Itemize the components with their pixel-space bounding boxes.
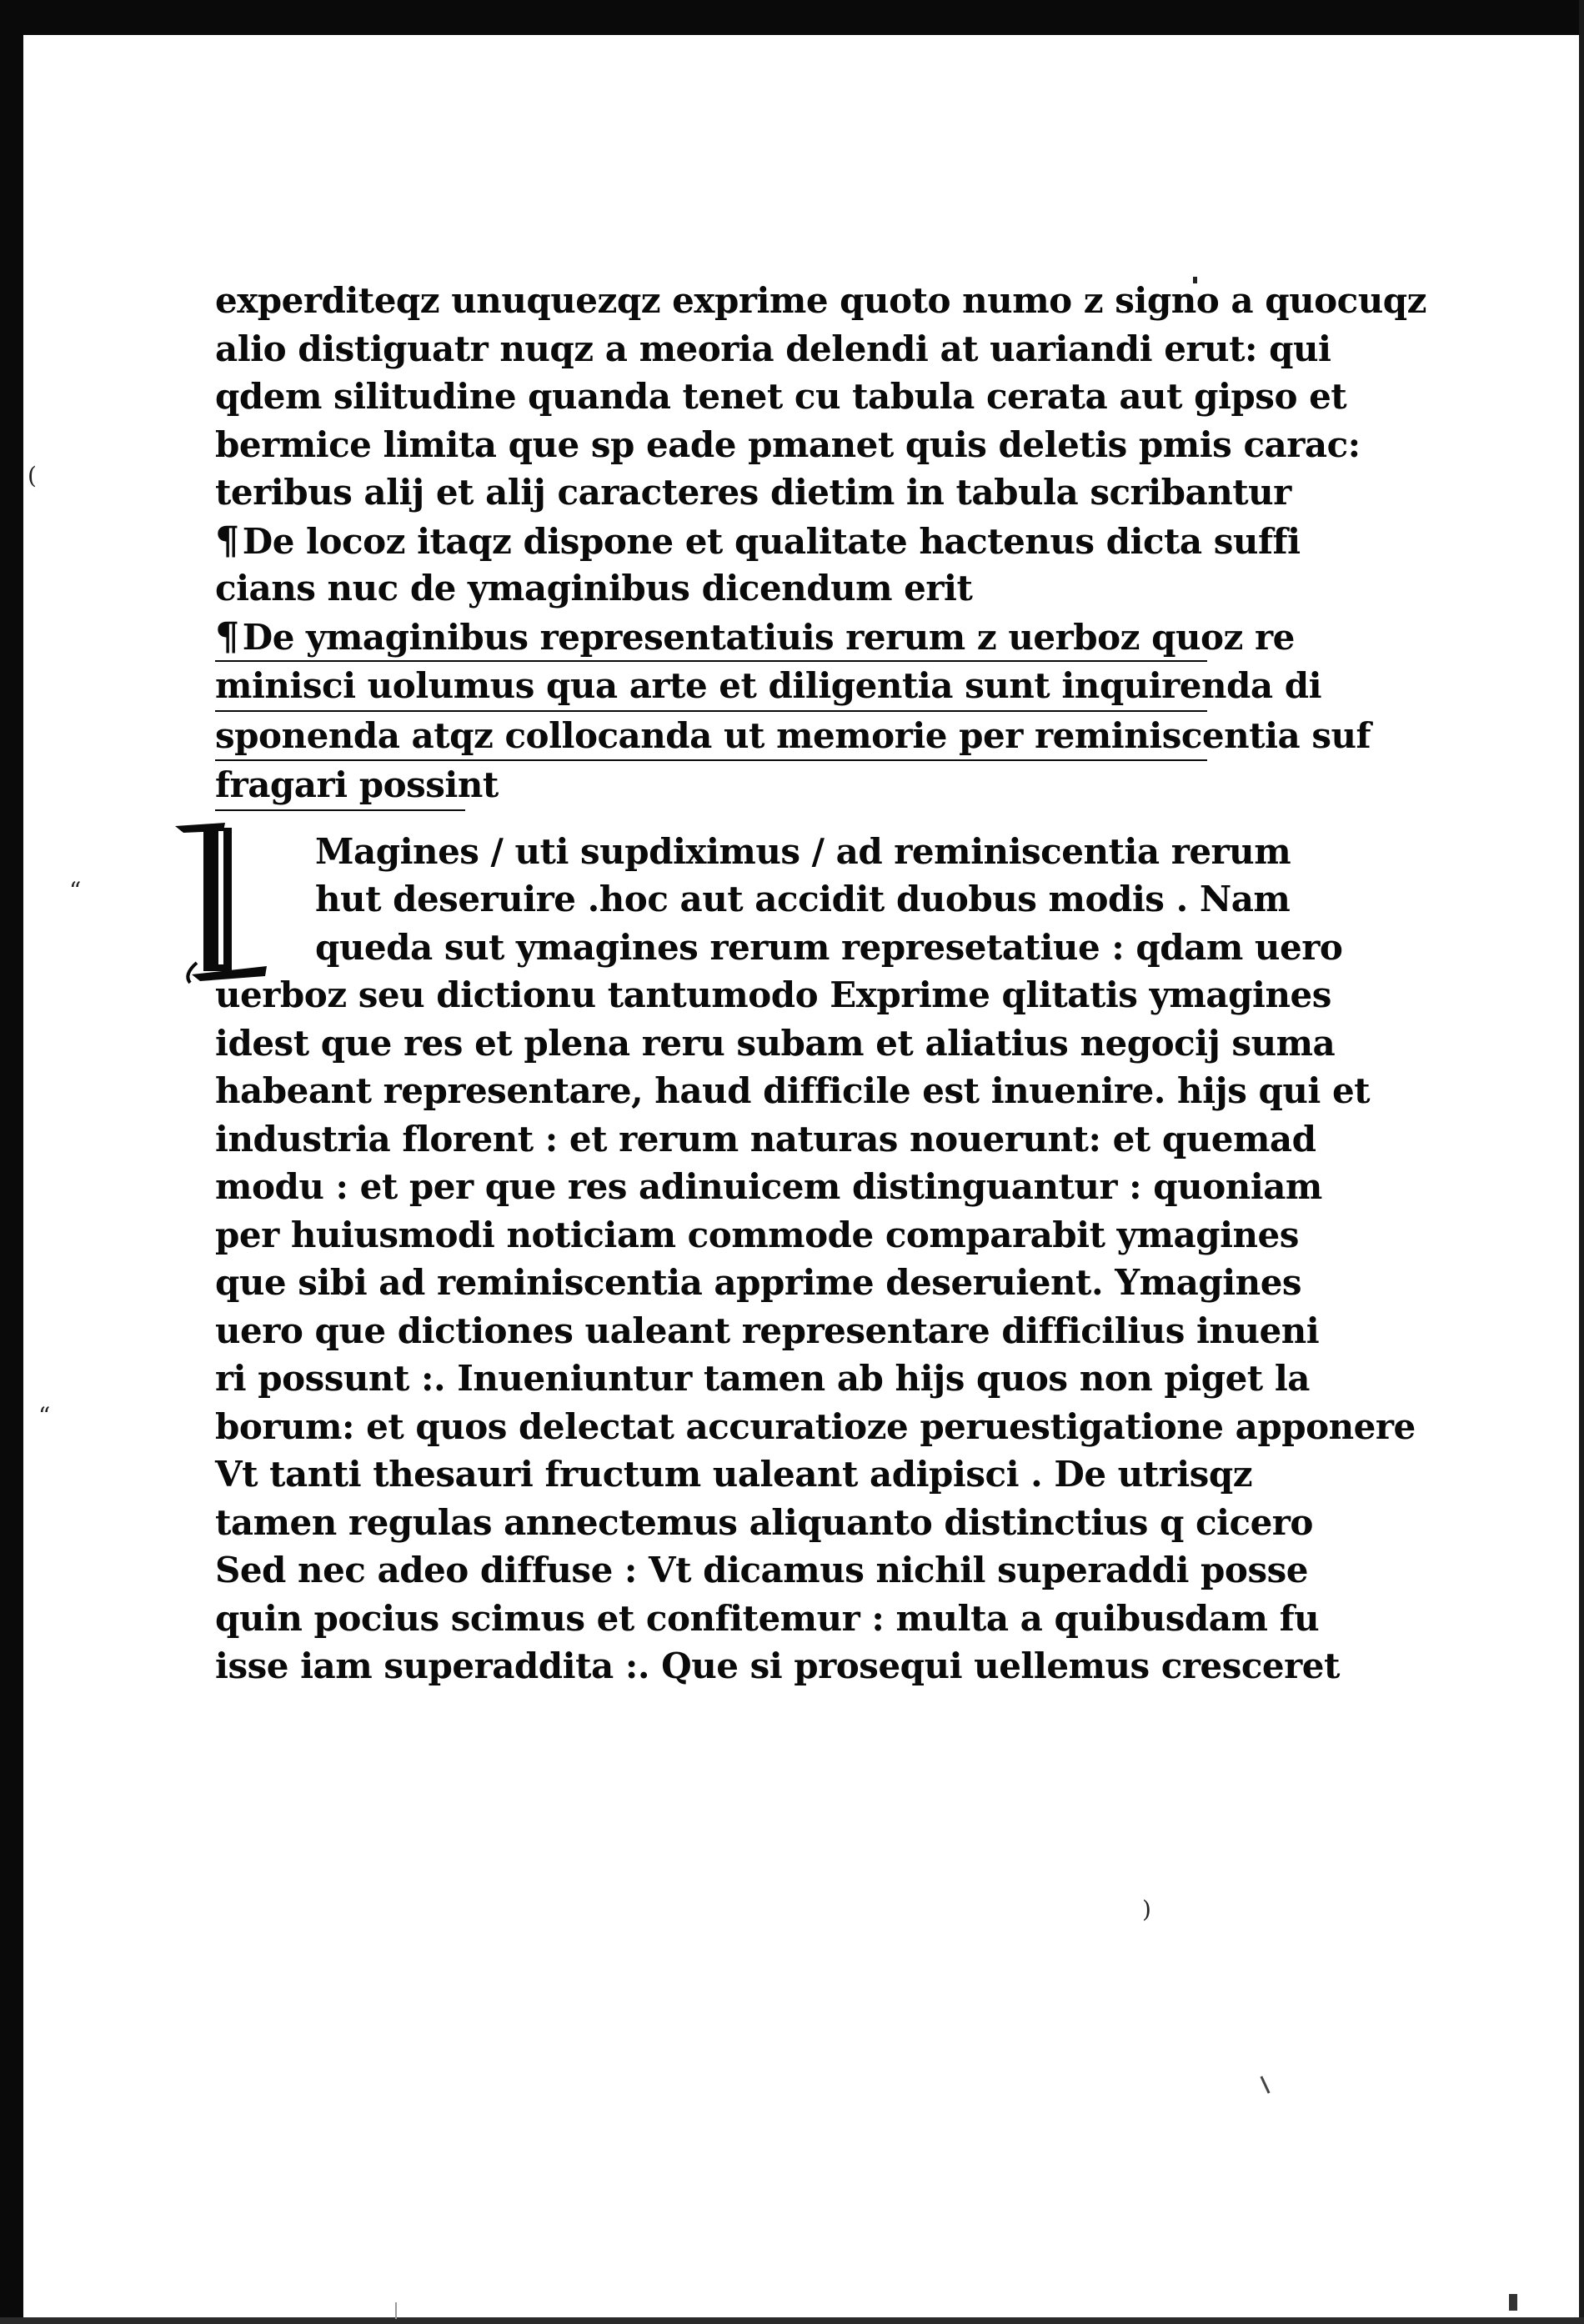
margin-mark: “ xyxy=(38,1402,51,1430)
heading-line-content: De ymaginibus representatiuis rerum z uerboz quoz re xyxy=(242,616,1295,658)
text-line: per huiusmodi noticiam commode comparabit ymagines xyxy=(215,1214,1299,1255)
text-line: experditeqz unuquezqz exprime quoto numo z signo a quocuqz xyxy=(215,280,1426,321)
scan-speck xyxy=(1509,2294,1517,2311)
text-line: bermice limita que sp eade pmanet quis deletis pmis carac: xyxy=(215,423,1361,465)
text-line: modu : et per que res adinuicem distinguantur : quoniam xyxy=(215,1166,1322,1207)
manuscript-page xyxy=(23,35,1579,2317)
text-line: que sibi ad reminiscentia apprime deseruient. Ymagines xyxy=(215,1262,1302,1303)
text-line: uero que dictiones ualeant representare difficilius inueni xyxy=(215,1310,1320,1351)
text-line: qdem silitudine quanda tenet cu tabula cerata aut gipso et xyxy=(215,376,1347,417)
scan-border-right xyxy=(1579,0,1584,2324)
margin-mark: “ xyxy=(69,877,82,904)
paragraph-de-locis xyxy=(215,517,1301,613)
paragraph-intro xyxy=(215,277,1426,517)
paragraph-imagines xyxy=(215,828,1416,1690)
text-line: tamen regulas annectemus aliquanto distinctius q cicero xyxy=(215,1501,1313,1543)
scan-speck xyxy=(1260,2076,1270,2093)
heading-line: minisci uolumus qua arte et diligentia sunt inquirenda di xyxy=(215,662,1207,712)
text-line-content: De locoz itaqz dispone et qualitate hactenus dicta suffi xyxy=(242,520,1301,562)
decorated-initial-i xyxy=(167,819,292,986)
text-line: quin pocius scimus et confitemur : multa a quibusdam fu xyxy=(215,1597,1320,1639)
heading-line: sponenda atqz collocanda ut memorie per reminiscentia suf xyxy=(215,712,1207,762)
text-line: teribus alij et alij caracteres dietim in tabula scribantur xyxy=(215,472,1291,513)
scan-border-left xyxy=(0,0,23,2324)
text-column xyxy=(215,277,1426,1690)
margin-mark: ( xyxy=(28,462,37,489)
text-line: Sed nec adeo diffuse : Vt dicamus nichil superaddi posse xyxy=(215,1550,1308,1590)
text-line: Vt tanti thesauri fructum ualeant adipisci . De utrisqz xyxy=(215,1454,1253,1495)
pilcrow-icon: ¶ xyxy=(215,517,239,563)
text-line: alio distiguatr nuqz a meoria delendi at uariandi erut: qui xyxy=(215,328,1331,369)
text-line: queda sut ymagines rerum represetatiue : qdam uero xyxy=(315,926,1343,968)
heading-line xyxy=(215,613,1295,663)
scan-border-bottom xyxy=(0,2317,1584,2324)
text-line: Magines / uti supdiximus / ad reminiscentia rerum xyxy=(315,830,1291,872)
text-line: borum: et quos delectat accuratioze peruestigatione apponere xyxy=(215,1405,1416,1447)
text-line: habeant representare, haud difficile est inuenire. hijs qui et xyxy=(215,1070,1371,1111)
heading-line: fragari possint xyxy=(215,761,465,811)
text-line: hut deseruire .hoc aut accidit duobus modis . Nam xyxy=(315,879,1291,919)
scan-border-top xyxy=(0,0,1584,35)
text-line: industria florent : et rerum naturas nouerunt: et quemad xyxy=(215,1118,1316,1159)
text-line: cians nuc de ymaginibus dicendum erit xyxy=(215,568,973,609)
scan-speck xyxy=(395,2302,397,2319)
text-line: uerboz seu dictionu tantumodo Exprime qlitatis ymagines xyxy=(215,974,1331,1015)
text-line: ri possunt :. Inueniuntur tamen ab hijs quos non piget la xyxy=(215,1358,1310,1399)
margin-mark: ) xyxy=(1142,1896,1151,1923)
text-line: isse iam superaddita :. Que si prosequi uellemus cresceret xyxy=(215,1645,1340,1686)
text-line: idest que res et plena reru subam et aliatius negocij suma xyxy=(215,1022,1336,1064)
pilcrow-icon: ¶ xyxy=(215,613,239,659)
text-line xyxy=(215,517,1301,565)
rubric-heading xyxy=(215,613,1371,811)
